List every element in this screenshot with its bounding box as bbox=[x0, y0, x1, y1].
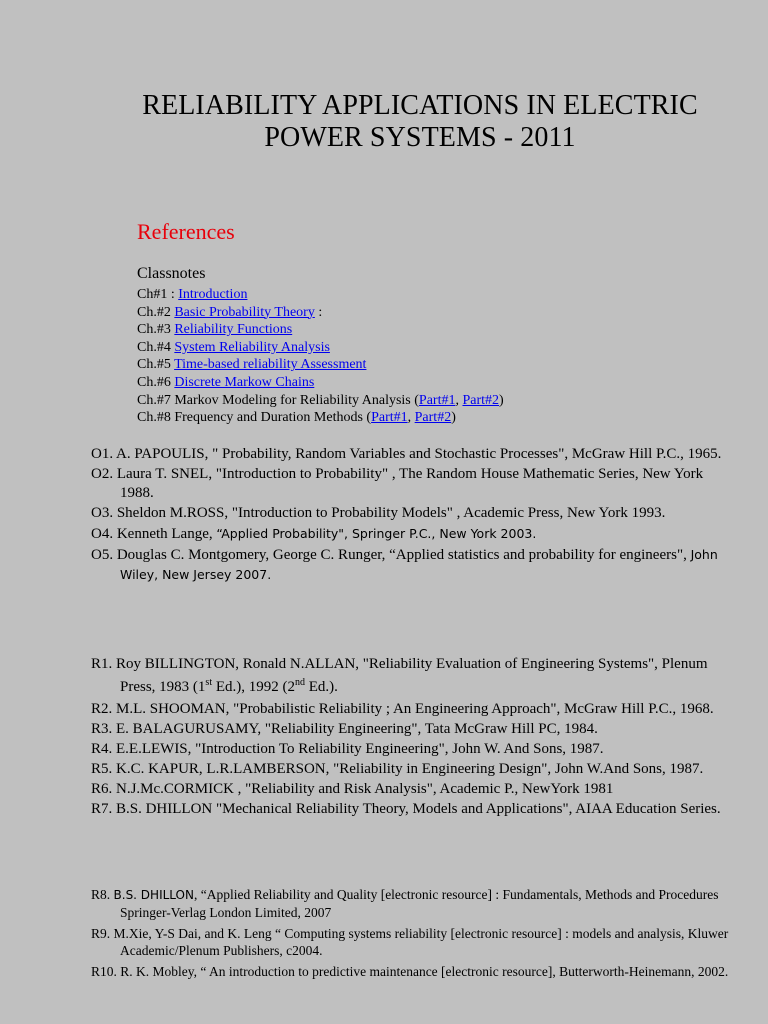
reference-r9: R9. M.Xie, Y-S Dai, and K. Leng “ Computing systems reliability [electronic resource] : models and analysis, Kluwer Academic/Plenum Publishers, c2004. bbox=[91, 926, 729, 958]
reference-text: “Applied Probability", Springer P.C., New York 2003. bbox=[216, 526, 537, 541]
reference-text: O4. Kenneth Lange, bbox=[91, 526, 217, 542]
electronic-references-list bbox=[91, 886, 731, 984]
reference-r2: R2. M.L. SHOOMAN, "Probabilistic Reliability ; An Engineering Approach", McGraw Hill P.C., 1968. bbox=[91, 701, 714, 717]
chapter-3-link[interactable]: Reliability Functions bbox=[174, 322, 293, 338]
chapter-5-link[interactable]: Time-based reliability Assessment bbox=[174, 357, 367, 373]
reference-o3: O3. Sheldon M.ROSS, "Introduction to Probability Models" , Academic Press, New York 1993. bbox=[91, 505, 666, 521]
chapter-1 bbox=[137, 286, 504, 304]
chapter-2-link[interactable]: Basic Probability Theory bbox=[174, 304, 315, 320]
chapter-3 bbox=[137, 321, 504, 339]
reference-r1 bbox=[91, 653, 731, 699]
chapter-8-part1-link[interactable]: Part#1 bbox=[371, 410, 408, 426]
chapter-prefix: Ch.#3 bbox=[137, 322, 175, 338]
chapter-7 bbox=[137, 392, 504, 410]
chapter-suffix: : bbox=[314, 304, 323, 320]
reference-text: R1. Roy BILLINGTON, Ronald N.ALLAN, "Reliability Evaluation of Engineering Systems", Plenum Press, 1983 (1 bbox=[91, 656, 708, 695]
chapter-prefix: Ch.#2 bbox=[137, 304, 175, 320]
chapter-prefix: Ch#1 : bbox=[137, 287, 179, 302]
reference-o1: O1. A. PAPOULIS, " Probability, Random Variables and Stochastic Processes", McGraw Hill P.C., 1965. bbox=[91, 446, 722, 462]
classnotes-label: Classnotes bbox=[137, 265, 206, 282]
chapter-4-link[interactable]: System Reliability Analysis bbox=[174, 339, 330, 355]
chapter-list bbox=[137, 286, 504, 427]
chapter-8 bbox=[137, 409, 504, 427]
chapter-6-link[interactable]: Discrete Markow Chains bbox=[174, 374, 315, 390]
reference-text: Ed.). bbox=[305, 679, 338, 695]
reference-r4: R4. E.E.LEWIS, "Introduction To Reliability Engineering", John W. And Sons, 1987. bbox=[91, 741, 604, 757]
chapter-prefix: Ch.#5 bbox=[137, 357, 175, 373]
chapter-prefix: Ch.#4 bbox=[137, 339, 175, 355]
chapter-prefix: Ch.#6 bbox=[137, 374, 175, 390]
reference-text: Ed.), 1992 (2 bbox=[212, 679, 295, 695]
reference-r5: R5. K.C. KAPUR, L.R.LAMBERSON, "Reliability in Engineering Design", John W.And Sons, 1987. bbox=[91, 761, 704, 777]
other-references-list bbox=[91, 445, 731, 586]
chapter-prefix: Ch.#7 Markov Modeling for Reliability Analysis ( bbox=[137, 392, 419, 408]
superscript: nd bbox=[295, 677, 305, 688]
chapter-5 bbox=[137, 356, 504, 374]
reference-text: John Wiley, New Jersey 2007. bbox=[120, 547, 718, 582]
superscript: st bbox=[205, 677, 213, 688]
reference-text: B.S. DHILLON bbox=[113, 888, 194, 902]
chapter-2 bbox=[137, 304, 504, 322]
reference-text: O5. Douglas C. Montgomery, George C. Runger, “Applied statistics and probability for engineers", bbox=[91, 547, 691, 563]
chapter-6 bbox=[137, 374, 504, 392]
reference-text: , “Applied Reliability and Quality [electronic resource] : Fundamentals, Methods and Procedures Springer-Verlag London Limited, 2007 bbox=[120, 887, 719, 920]
chapter-7-part1-link[interactable]: Part#1 bbox=[418, 392, 456, 408]
reference-o2: O2. Laura T. SNEL, "Introduction to Probability" , The Random House Mathematic Series, New York 1988. bbox=[91, 466, 704, 501]
reference-o5 bbox=[91, 545, 731, 585]
chapter-8-part2-link[interactable]: Part#2 bbox=[414, 410, 452, 426]
title-line-2: POWER SYSTEMS - 2011 bbox=[264, 122, 576, 153]
reference-r8 bbox=[91, 886, 731, 921]
chapter-sep: , bbox=[455, 392, 463, 408]
chapter-7-part2-link[interactable]: Part#2 bbox=[462, 392, 500, 408]
reference-o4 bbox=[91, 524, 731, 544]
reference-r3: R3. E. BALAGURUSAMY, "Reliability Engineering", Tata McGraw Hill PC, 1984. bbox=[91, 721, 598, 737]
reference-text: R8. bbox=[91, 887, 114, 902]
title-line-1: RELIABILITY APPLICATIONS IN ELECTRIC bbox=[142, 90, 698, 121]
page-title bbox=[0, 90, 768, 154]
reference-r7: R7. B.S. DHILLON "Mechanical Reliability Theory, Models and Applications", AIAA Education Series. bbox=[91, 801, 721, 817]
chapter-prefix: Ch.#8 Frequency and Duration Methods ( bbox=[137, 410, 372, 426]
reference-r10: R10. R. K. Mobley, “ An introduction to predictive maintenance [electronic resource], Butterworth-Heinemann, 2002. bbox=[91, 964, 729, 979]
chapter-1-link[interactable]: Introduction bbox=[178, 287, 248, 302]
chapter-suffix: ) bbox=[451, 410, 456, 426]
reliability-references-list bbox=[91, 653, 731, 820]
references-heading: References bbox=[137, 219, 235, 244]
chapter-suffix: ) bbox=[499, 392, 504, 408]
chapter-4 bbox=[137, 339, 504, 357]
reference-r6: R6. N.J.Mc.CORMICK , "Reliability and Risk Analysis", Academic P., NewYork 1981 bbox=[91, 781, 614, 797]
chapter-sep: , bbox=[407, 410, 415, 426]
